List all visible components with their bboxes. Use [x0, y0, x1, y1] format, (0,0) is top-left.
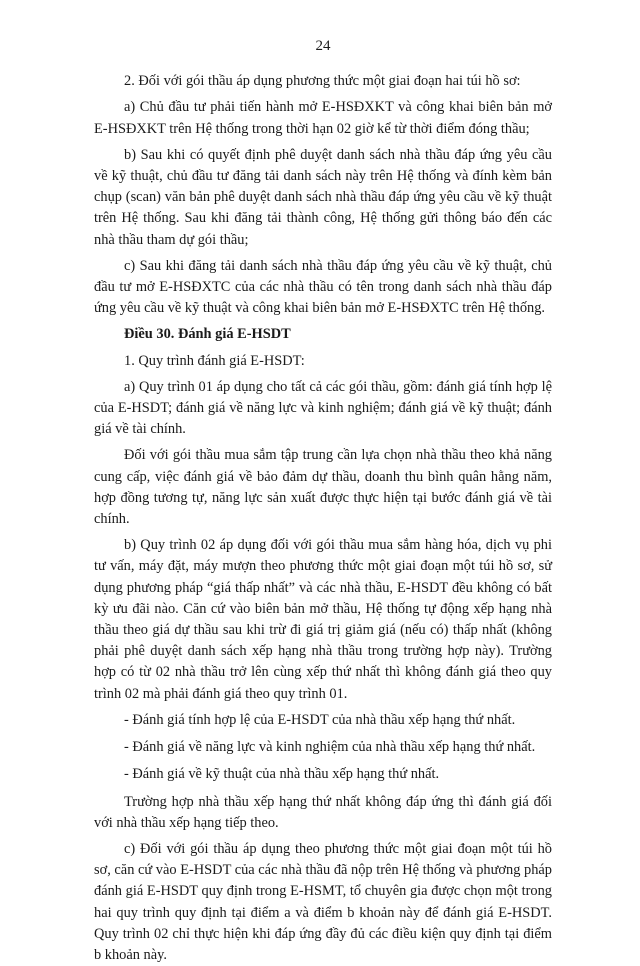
paragraph-next-ranked: Trường hợp nhà thầu xếp hạng thứ nhất không đáp ứng thì đánh giá đối với nhà thầu xếp hạng tiếp theo. [94, 793, 552, 831]
paragraph-30-1a: a) Quy trình 01 áp dụng cho tất cả các gói thầu, gồm: đánh giá tính hợp lệ của E-HSDT; đánh giá về năng lực và kinh nghiệm; đánh giá về kỹ thuật; đánh giá về tài chính. [94, 378, 552, 438]
article-30-heading: Điều 30. Đánh giá E-HSDT [124, 326, 291, 343]
bullet-capacity: - Đánh giá về năng lực và kinh nghiệm của nhà thầu xếp hạng thứ nhất. [124, 739, 536, 756]
paragraph-30-1: 1. Quy trình đánh giá E-HSDT: [124, 352, 305, 369]
paragraph-30-1b: b) Quy trình 02 áp dụng đối với gói thầu mua sắm hàng hóa, dịch vụ phi tư vấn, máy đặt, máy mượn theo phương thức một giai đoạn một túi hồ sơ, sử dụng phương pháp “giá thấp nhất” và các nhà thầu, E-HSDT đều không có bất kỳ ưu đãi nào. Căn cứ vào biên bản mở thầu, Hệ thống tự động xếp hạng nhà thầu theo giá dự thầu sau khi trừ đi giá trị giảm giá (nếu có) thấp nhất (không phải phê duyệt danh sách xếp hạng nhà thầu trong trường hợp này). Trường hợp có từ 02 nhà thầu trở lên cùng xếp thứ nhất thì không đánh giá theo quy trình 02 mà phải đánh giá theo quy trình 01. [94, 537, 552, 702]
paragraph-central-procurement: Đối với gói thầu mua sắm tập trung cần lựa chọn nhà thầu theo khả năng cung cấp, việc đánh giá về bảo đảm dự thầu, doanh thu bình quân hằng năm, hợp đồng tương tự, năng lực sản xuất được thực hiện tại bước đánh giá về tài chính. [94, 447, 552, 528]
page-number: 24 [315, 38, 331, 54]
paragraph-2c: c) Sau khi đăng tải danh sách nhà thầu đáp ứng yêu cầu về kỹ thuật, chủ đầu tư mở E-HSĐXTC của các nhà thầu có tên trong danh sách nhà thầu đáp ứng yêu cầu về kỹ thuật và công khai biên bản mở E-HSĐXTC trên Hệ thống. [94, 257, 552, 317]
paragraph-2a: a) Chủ đầu tư phải tiến hành mở E-HSĐXKT và công khai biên bản mở E-HSĐXKT trên Hệ thống trong thời hạn 02 giờ kể từ thời điểm đóng thầu; [94, 99, 552, 137]
paragraph-section-2: 2. Đối với gói thầu áp dụng phương thức một giai đoạn hai túi hồ sơ: [124, 73, 521, 90]
paragraph-30-1c: c) Đối với gói thầu áp dụng theo phương thức một giai đoạn một túi hồ sơ, căn cứ vào E-HSDT của các nhà thầu đã nộp trên Hệ thống và phương pháp đánh giá E-HSDT quy định trong E-HSMT, tổ chuyên gia được chọn một trong hai quy trình quy định tại điểm a và điểm b khoản này để đánh giá E-HSDT. Quy trình 02 chỉ thực hiện khi đáp ứng đầy đủ các điều kiện quy định tại điểm b khoản này. [94, 840, 552, 963]
bullet-validity: - Đánh giá tính hợp lệ của E-HSDT của nhà thầu xếp hạng thứ nhất. [124, 711, 516, 728]
bullet-technical: - Đánh giá về kỹ thuật của nhà thầu xếp hạng thứ nhất. [124, 766, 440, 783]
paragraph-2b: b) Sau khi có quyết định phê duyệt danh sách nhà thầu đáp ứng yêu cầu về kỹ thuật, chủ đầu tư đăng tải danh sách này trên Hệ thống và đính kèm bản chụp (scan) văn bản phê duyệt danh sách nhà thầu đáp ứng yêu cầu về kỹ thuật trên Hệ thống. Sau khi đăng tải thành công, Hệ thống gửi thông báo đến các nhà thầu tham dự gói thầu; [94, 146, 552, 248]
